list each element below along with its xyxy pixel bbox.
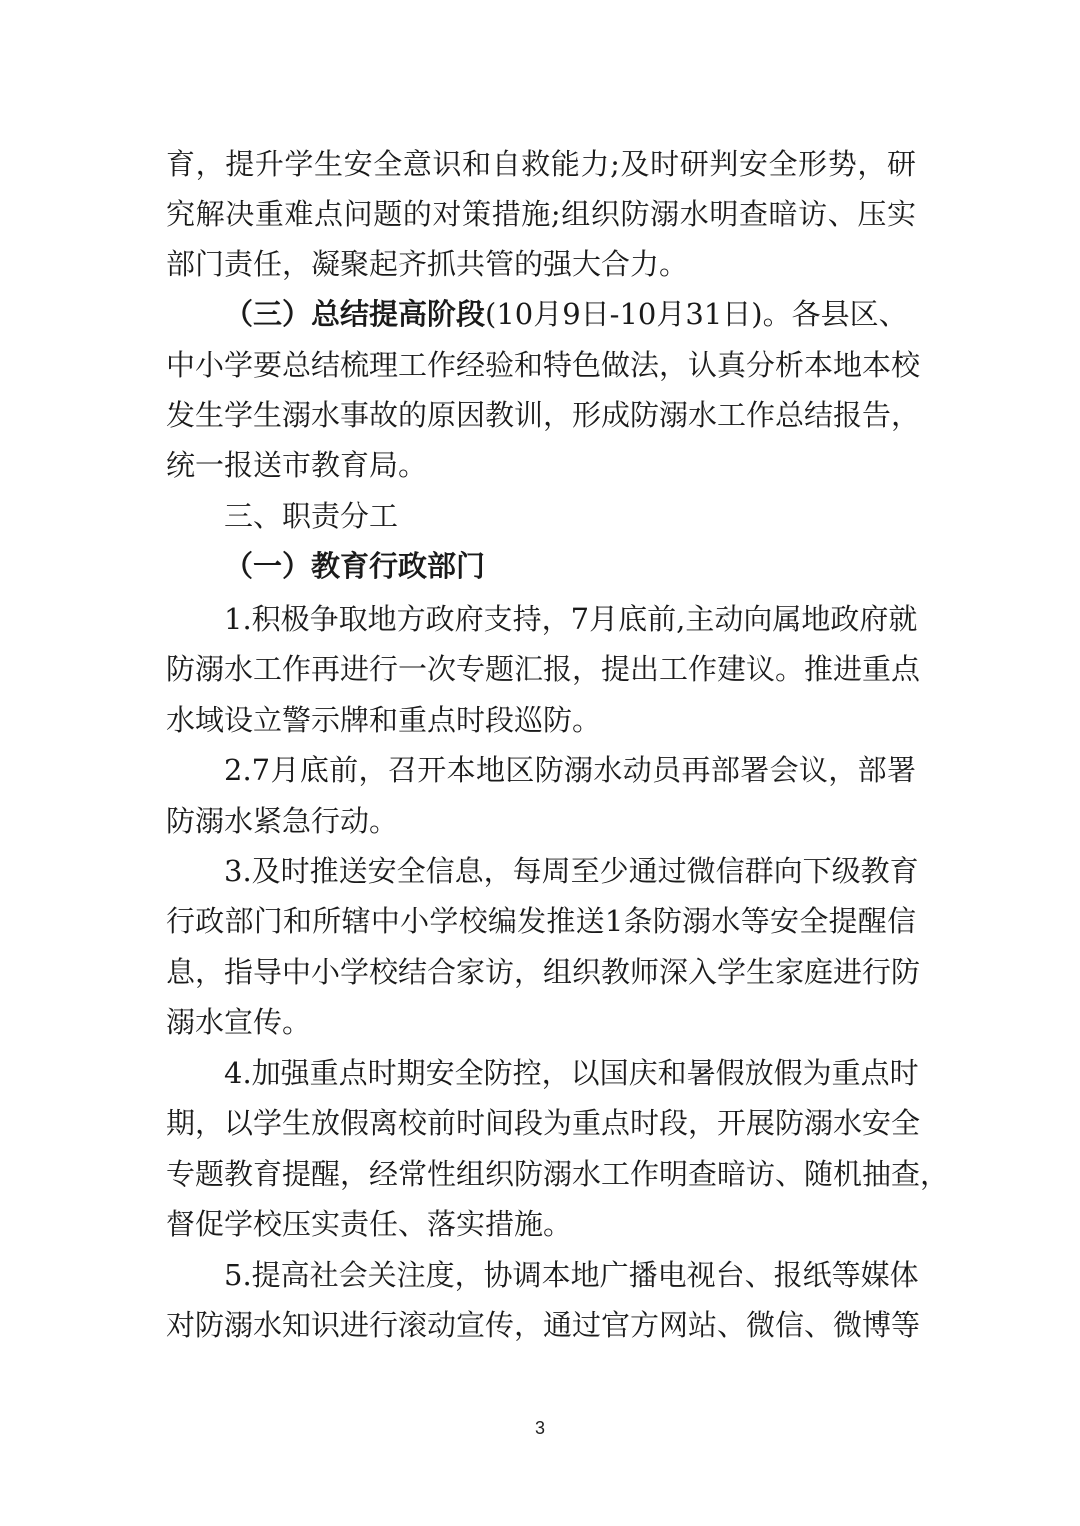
paragraph-line: 发生学生溺水事故的原因教训，形成防溺水工作总结报告， [166, 398, 921, 432]
paragraph-line: 防溺水工作再进行一次专题汇报，提出工作建议。推进重点 [166, 652, 921, 686]
subsection-heading: （一）教育行政部门 [224, 549, 486, 583]
paragraph-line: 息，指导中小学校结合家访，组织教师深入学生家庭进行防 [166, 955, 921, 989]
paragraph-line: 究解决重难点问题的对策措施;组织防溺水明查暗访、压实 [166, 197, 916, 231]
stage3-heading: （三）总结提高阶段 [224, 297, 486, 331]
paragraph-line: 防溺水紧急行动。 [166, 804, 399, 838]
paragraph-line: 4.加强重点时期安全防控，以国庆和暑假放假为重点时 [224, 1056, 919, 1090]
paragraph-line: 2.7月底前，召开本地区防溺水动员再部署会议，部署 [224, 753, 916, 787]
page-number: 3 [534, 1418, 545, 1438]
paragraph-line: 水域设立警示牌和重点时段巡防。 [166, 703, 602, 737]
paragraph-line: 5.提高社会关注度，协调本地广播电视台、报纸等媒体 [224, 1258, 919, 1292]
paragraph-line: 3.及时推送安全信息，每周至少通过微信群向下级教育 [224, 854, 919, 888]
section-heading: 三、职责分工 [224, 499, 399, 533]
stage3-paragraph [224, 296, 916, 332]
paragraph-line: 督促学校压实责任、落实措施。 [166, 1207, 573, 1241]
paragraph-line: 部门责任，凝聚起齐抓共管的强大合力。 [166, 247, 689, 281]
paragraph-line: 溺水宣传。 [166, 1005, 312, 1039]
paragraph-line: 1.积极争取地方政府支持，7月底前,主动向属地政府就 [224, 602, 918, 636]
paragraph-line: 统一报送市教育局。 [166, 448, 428, 482]
paragraph-line: 中小学要总结梳理工作经验和特色做法，认真分析本地本校 [166, 348, 921, 382]
paragraph-line: 期，以学生放假离校前时间段为重点时段，开展防溺水安全 [166, 1106, 921, 1140]
paragraph-line: 专题教育提醒，经常性组织防溺水工作明查暗访、随机抽查， [166, 1157, 950, 1191]
paragraph-line: 育，提升学生安全意识和自救能力;及时研判安全形势，研 [166, 147, 916, 181]
stage3-dates: (10月9日-10月31日)。各县区、 [485, 297, 908, 331]
paragraph-line: 行政部门和所辖中小学校编发推送1条防溺水等安全提醒信 [166, 904, 916, 938]
paragraph-line: 对防溺水知识进行滚动宣传，通过官方网站、微信、微博等 [166, 1308, 921, 1342]
